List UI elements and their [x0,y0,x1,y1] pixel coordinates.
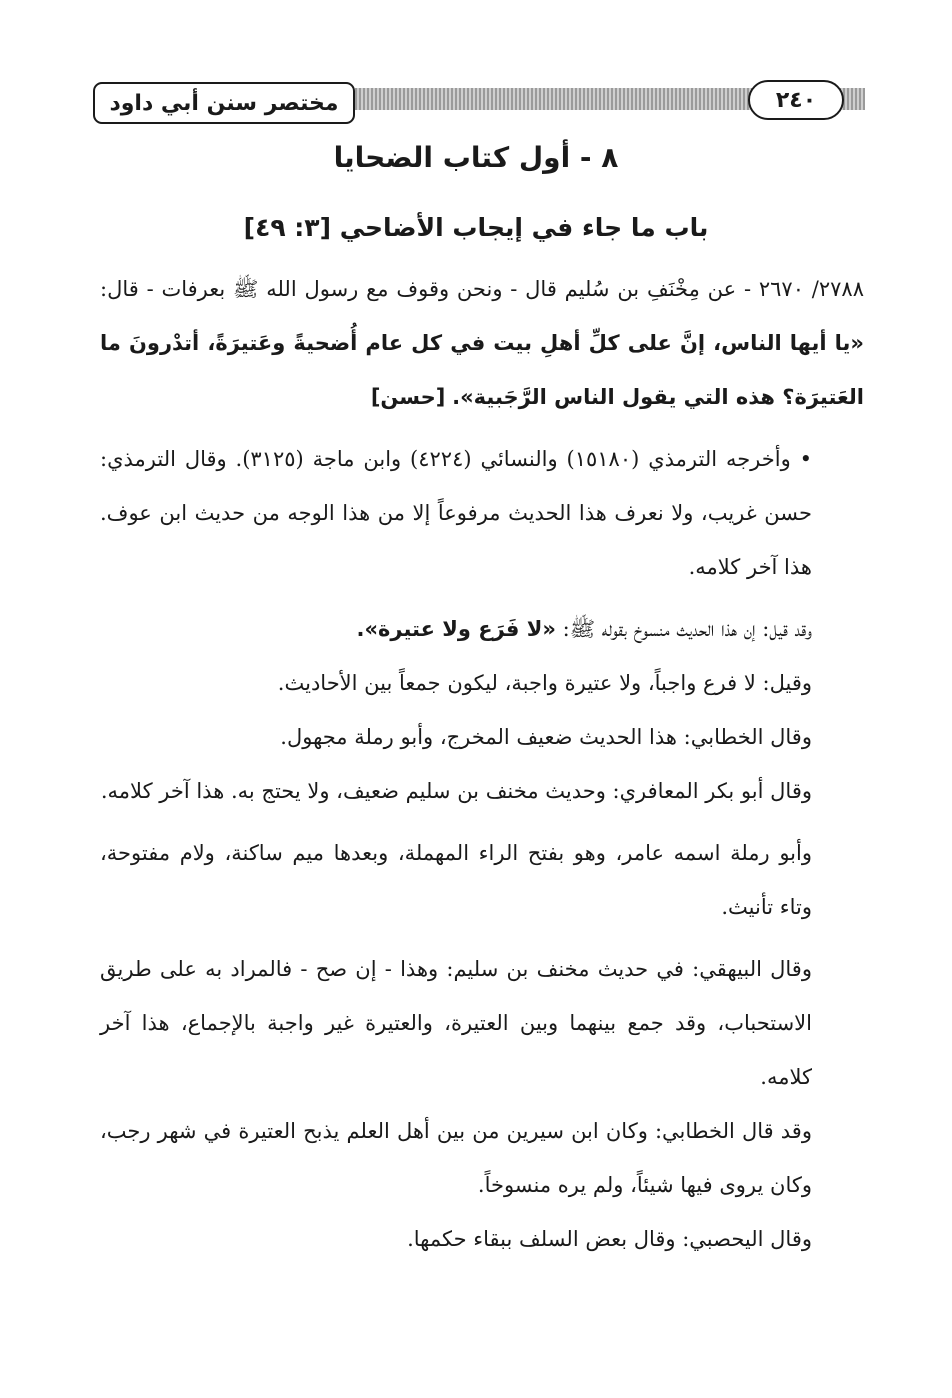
hadith-paragraph [100,262,864,424]
page-number: ٢٤٠ [748,80,844,120]
commentary-paragraph: وقال الخطابي: هذا الحديث ضعيف المخرج، وأبو رملة مجهول. [280,725,812,749]
commentary-paragraph: • وأخرجه الترمذي (١٥١٨٠) والنسائي (٤٢٢٤) وابن ماجة (٣١٢٥). وقال الترمذي: حسن غريب، ولا نعرف هذا الحديث مرفوعاً إلا من هذا الوجه من حديث ابن عوف. هذا آخر كلامه. [100,447,812,579]
commentary-paragraph: وقال أبو بكر المعافري: وحديث مخنف بن سليم ضعيف، ولا يحتج به. هذا آخر كلامه. [100,779,812,803]
hadith-text: «يا أيها الناس، إنَّ على كلِّ أهلِ بيت في كل عام أُضحيةً وعَتيرَةً، أتدْرونَ ما العَتيرَة؟ هذه التي يقول الناس الرَّجَبية». [100,331,864,409]
chapter-title: ٨ - أول كتاب الضحايا [333,141,619,174]
page-header [0,0,952,140]
commentary-paragraph: وقد قال الخطابي: وكان ابن سيرين من بين أهل العلم يذبح العتيرة في شهر رجب، وكان يروى فيها شيئاً، ولم يره منسوخاً. [100,1119,812,1197]
abrogation-prefix: وقد قيل: إن هذا الحديث منسوخ بقوله ﷺ: [562,617,812,641]
hadith-grade: [حسن] [370,385,446,409]
abrogation-quote: «لا فَرَع ولا عتيرة». [356,617,556,641]
page-body [100,262,864,1266]
section-title: باب ما جاء في إيجاب الأضاحي [٣: ٤٩] [243,213,709,242]
commentary-paragraph: وقال البيهقي: في حديث مخنف بن سليم: وهذا - إن صح - فالمراد به على طريق الاستحباب، وقد جمع بينهما وبين العتيرة، والعتيرة غير واجبة بالإجماع، هذا آخر كلامه. [100,957,812,1089]
commentary-paragraph: وقال اليحصبي: وقال بعض السلف ببقاء حكمها. [407,1227,812,1251]
commentary-paragraph: وقيل: لا فرع واجباً، ولا عتيرة واجبة، ليكون جمعاً بين الأحاديث. [277,671,812,695]
abrogation-paragraph [100,602,864,656]
running-book-title: مختصر سنن أبي داود [93,82,355,124]
hadith-intro: ٢٧٨٨/ ٢٦٧٠ - عن مِخْنَفِ بن سُليم قال - ونحن وقوف مع رسول الله ﷺ بعرفات - قال: [100,277,864,301]
commentary-paragraph: وأبو رملة اسمه عامر، وهو بفتح الراء المهملة، وبعدها ميم ساكنة، ولام مفتوحة، وتاء تأنيث. [100,841,812,919]
